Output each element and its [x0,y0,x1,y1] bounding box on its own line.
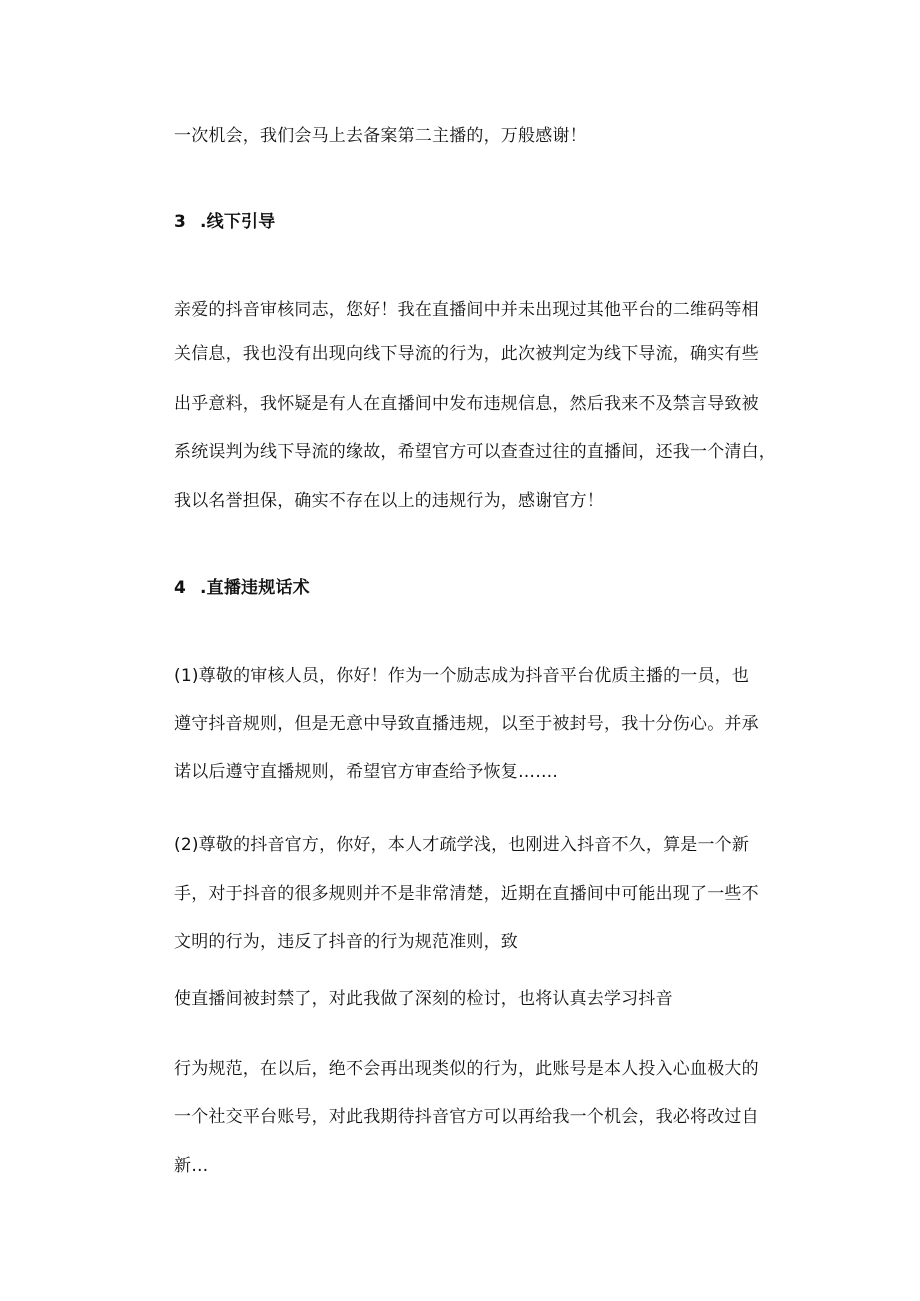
section-4-item-1-line-3: 诺以后遵守直播规则，希望官方审查给予恢复……. [174,762,559,782]
intro-tail-line: 一次机会，我们会马上去备案第二主播的，万般感谢！ [174,126,587,146]
section-4-item-2-tail-line-1: 行为规范，在以后，绝不会再出现类似的行为，此账号是本人投入心血极大的 [174,1059,759,1079]
section-4-item-2-line-2: 手，对于抖音的很多规则并不是非常清楚，近期在直播间中可能出现了一些不 [174,884,759,904]
section-4-heading [174,576,774,600]
section-3-line-1: 亲爱的抖音审核同志，您好！我在直播间中并未出现过其他平台的二维码等相 [174,300,759,320]
section-3-number: 3 [174,212,187,232]
section-3-title: .线下引导 [200,212,276,232]
section-3-line-5: 我以名誉担保，确实不存在以上的违规行为，感谢官方！ [174,491,604,511]
section-4-item-2-tail-line-3: 新… [174,1156,209,1176]
section-4-item-2-tail-line-2: 一个社交平台账号，对此我期待抖音官方可以再给我一个机会，我必将改过自 [174,1107,759,1127]
section-4-title: .直播违规话术 [200,578,310,598]
section-4-item-1-line-1: (1)尊敬的审核人员，你好！作为一个励志成为抖音平台优质主播的一员，也 [174,666,750,686]
section-4-item-2-line-3: 文明的行为，违反了抖音的行为规范准则，致 [174,932,518,952]
section-3-heading [174,210,774,234]
section-4-item-1-line-2: 遵守抖音规则，但是无意中导致直播违规，以至于被封号，我十分伤心。并承 [174,714,759,734]
section-3-line-3: 出乎意料，我怀疑是有人在直播间中发布违规信息，然后我来不及禁言导致被 [174,394,759,414]
section-4-item-2-continuation: 使直播间被封禁了，对此我做了深刻的检讨，也将认真去学习抖音 [174,989,673,1009]
section-3-line-2: 关信息，我也没有出现向线下导流的行为，此次被判定为线下导流，确实有些 [174,344,759,364]
section-4-number: 4 [174,578,187,598]
section-4-item-2-line-1: (2)尊敬的抖音官方，你好，本人才疏学浅，也刚进入抖音不久，算是一个新 [174,835,750,855]
section-3-line-4: 系统误判为线下导流的缘故，希望官方可以查查过往的直播间，还我一个清白， [174,442,776,462]
